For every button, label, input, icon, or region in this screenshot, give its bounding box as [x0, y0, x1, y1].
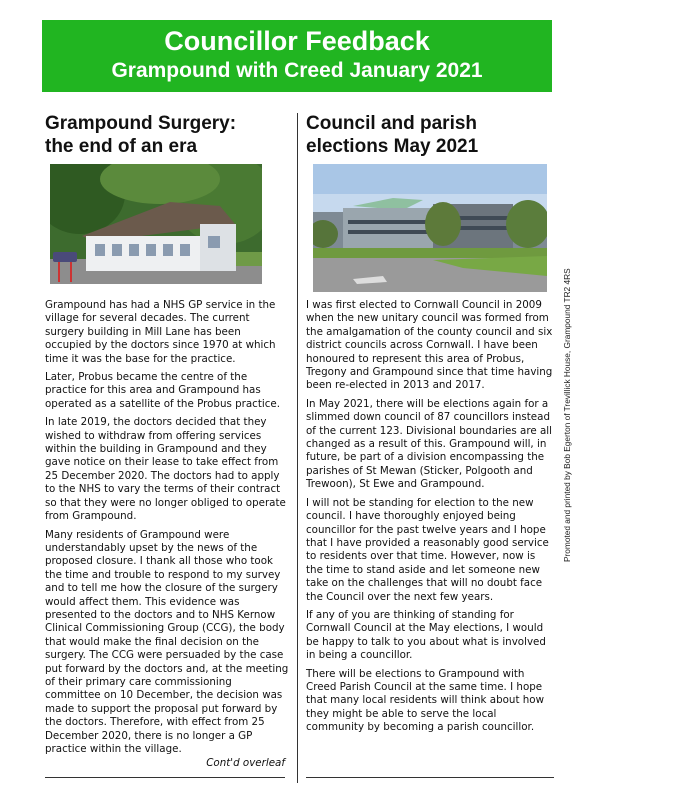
county-hall-image	[313, 164, 547, 292]
surgery-building-image	[50, 164, 262, 284]
elections-heading	[306, 112, 553, 158]
right-column	[306, 112, 553, 740]
surgery-paragraph: Later, Probus became the centre of the practice for this area and Grampound has operated as a satellite of the Probus practice.	[45, 371, 281, 410]
column-divider	[297, 113, 298, 783]
council-photo	[313, 164, 553, 292]
surgery-heading	[45, 112, 290, 158]
contd-overleaf: Cont'd overleaf	[203, 757, 285, 769]
newsletter-banner	[42, 20, 552, 92]
surgery-photo	[50, 164, 290, 284]
banner-subtitle: Grampound with Creed January 2021	[111, 59, 483, 82]
contd-note-wrap	[45, 754, 285, 774]
elections-paragraph: There will be elections to Grampound with Creed Parish Council at the same time. I hope that many local residents will think about how they might be able to serve the local community by becoming a parish councillor.	[306, 667, 545, 734]
surgery-paragraph: Grampound has had a NHS GP service in the village for several decades. The current surgery building in Mill Lane has been occupied by the doctors since 1970 at which time it was the base for the practice.	[45, 299, 276, 365]
elections-paragraph: I will not be standing for election to the new council. I have thoroughly enjoyed being councillor for the past twelve years and I hope that I have provided a reasonably good service to residents over that time. However, now is the time to stand aside and let someone new take on the challenges that will no doubt face the Council over the next few years.	[306, 496, 549, 603]
banner-title: Councillor Feedback	[164, 26, 430, 56]
elections-article-body	[306, 299, 553, 735]
elections-heading-line1: Council and parish	[306, 113, 478, 134]
elections-paragraph: In May 2021, there will be elections again for a slimmed down council of 87 councillors instead of the current 123. Divisional boundaries are all changed as a result of this. Grampound will, in future, be part of a division encompassing the parishes of St Mewan (Sticker, Polgooth and Trewoon), St Ewe and Grampound.	[306, 397, 552, 491]
imprint-line: Promoted and printed by Bob Egerton of Trevillick House, Grampound TR2 4RS	[562, 268, 572, 562]
elections-paragraph: I was first elected to Cornwall Council in 2009 when the new unitary council was formed from the amalgamation of the county council and six district councils across Cornwall. I have been honoured to represent this area of Probus, Tregony and Grampound since that time having been re-elected in 2013 and 2017.	[306, 299, 553, 392]
surgery-paragraph: In late 2019, the doctors decided that they wished to withdraw from offering services within the building in Grampound and they gave notice on their lease to take effect from 25 December 2020. The doctors had to apply to the NHS to vary the terms of their contract so that they were no longer obliged to operate from Grampound.	[45, 416, 286, 523]
left-column	[45, 112, 290, 761]
left-bottom-rule	[45, 777, 285, 778]
surgery-heading-line1: Grampound Surgery:	[45, 113, 237, 134]
surgery-paragraph: Many residents of Grampound were understandably upset by the news of the proposed closure. I thank all those who took the time and trouble to respond to my survey and to tell me how the closure of the surgery would affect them. This evidence was presented to the doctors and to NHS Kernow Clinical Commissioning Group (CCG), the body that would make the final decision on the surgery. The CCG were persuaded by the case put forward by the doctors and, at the meeting of their primary care commissioning committee on 10 December, the decision was made to support the proposal put forward by the doctors. Therefore, with effect from 25 December 2020, there is no longer a GP practice within the village.	[45, 528, 289, 755]
surgery-article-body	[45, 299, 290, 756]
elections-heading-line2: elections May 2021	[306, 136, 479, 157]
right-bottom-rule	[306, 777, 554, 778]
elections-paragraph: If any of you are thinking of standing for Cornwall Council at the May elections, I would be happy to talk to you about what is involved in being a councillor.	[306, 608, 546, 662]
surgery-heading-line2: the end of an era	[45, 136, 198, 157]
